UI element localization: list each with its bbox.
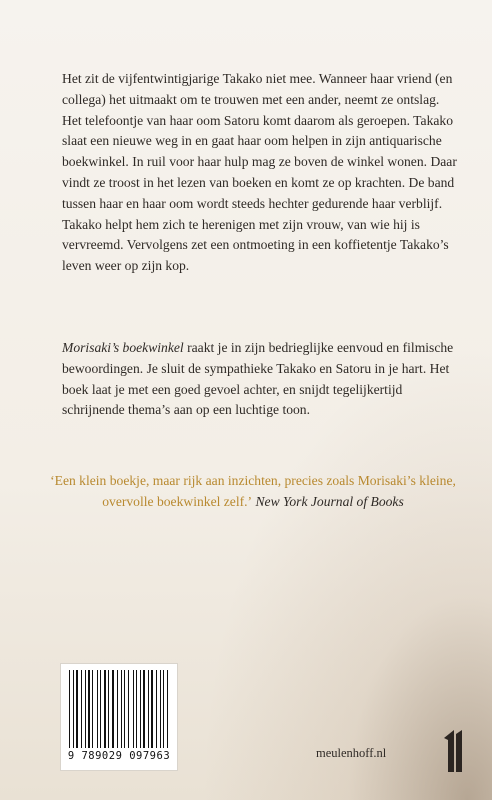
review-quote — [48, 471, 458, 513]
publisher-url: meulenhoff.nl — [316, 746, 387, 760]
barcode-bar — [108, 670, 109, 748]
barcode-bar — [142, 670, 143, 748]
barcode-bar — [115, 670, 116, 748]
barcode-bar — [71, 670, 72, 748]
barcode-bar — [75, 670, 76, 748]
barcode-bar — [148, 670, 149, 748]
blurb-paragraph-2 — [62, 338, 458, 421]
barcode-bar — [162, 670, 163, 748]
barcode-bar — [88, 670, 89, 748]
barcode-bar — [124, 670, 125, 748]
barcode-bar — [165, 670, 166, 748]
barcode-bar — [102, 670, 103, 748]
barcode-bar — [83, 670, 84, 748]
barcode-bar — [94, 670, 96, 748]
barcode-bar — [97, 670, 98, 748]
barcode-bar — [134, 670, 135, 748]
barcode-bar — [160, 670, 161, 748]
barcode-bar — [117, 670, 118, 748]
barcode-bar — [112, 670, 114, 748]
barcode-bar — [130, 670, 132, 748]
barcode-bar — [133, 670, 134, 748]
quote-source: New York Journal of Books — [252, 493, 404, 509]
barcode-bar — [151, 670, 153, 748]
barcode-bar — [99, 670, 100, 748]
barcode-bar — [126, 670, 127, 748]
barcode-bar — [167, 670, 168, 748]
barcode-bar — [140, 670, 141, 748]
barcode-bar — [73, 670, 74, 748]
blurb-text-2: raakt je in zijn bedrieglijke eenvoud en filmische bewoordingen. Je sluit de sympathieke Takako en Satoru in je hart. Het boek laat je met een goed gevoel achter, en snijdt tegelijkertijd schrijnende thema’s aan op een luchtige toon. — [62, 340, 454, 418]
barcode-bar — [158, 670, 159, 748]
barcode-bar — [146, 670, 147, 748]
barcode-bar — [136, 670, 137, 748]
blurb-text-1: Het zit de vijfentwintigjarige Takako niet mee. Wanneer haar vriend (en collega) het uitmaakt om te trouwen met een ander, neemt ze ontslag. Het telefoontje van haar oom Satoru komt daarom als geroepen. Takako slaat een nieuwe weg in en gaat haar oom helpen in zijn antiquarische boekwinkel. In ruil voor haar hulp mag ze boven de winkel wonen. Daar vindt ze troost in het lezen van boeken en komt ze op krachten. De band tussen haar en haar oom wordt steeds hechter gedurende haar verblijf. Takako helpt hem zich te herenigen met zijn vrouw, van wie hij is vervreemd. Vervolgens zet een ontmoeting in een koffietentje Takako’s leven weer op zijn kop. — [62, 71, 457, 274]
barcode-bar — [121, 670, 122, 748]
barcode-bar — [81, 670, 82, 748]
barcode-bar — [85, 670, 86, 748]
barcode-bar — [76, 670, 78, 748]
barcode-bar — [119, 670, 120, 748]
barcode-bar — [87, 670, 88, 748]
barcode — [60, 663, 178, 771]
barcode-bar — [128, 670, 129, 748]
barcode-bar — [107, 670, 108, 748]
barcode-bar — [100, 670, 101, 748]
barcode-bar — [156, 670, 157, 748]
barcode-bar — [79, 670, 80, 748]
barcode-bar — [163, 670, 164, 748]
barcode-bar — [92, 670, 93, 748]
blurb-paragraph-1 — [62, 69, 458, 277]
publisher-logo-icon — [440, 724, 466, 776]
quote-text: ‘Een klein boekje, maar rijk aan inzichten, precies zoals Morisaki’s kleine, overvolle boekwinkel zelf.’ — [50, 473, 456, 509]
barcode-bar — [138, 670, 139, 748]
book-title-inline: Morisaki’s boekwinkel — [62, 340, 184, 355]
barcode-bar — [110, 670, 111, 748]
barcode-bar — [154, 670, 155, 748]
barcode-bar — [69, 670, 70, 748]
barcode-bar — [104, 670, 105, 748]
isbn-number: 9 789029 097963 — [67, 750, 171, 762]
barcode-bar — [150, 670, 151, 748]
barcode-bar — [143, 670, 144, 748]
barcode-bar — [122, 670, 123, 748]
barcode-bar — [91, 670, 92, 748]
barcode-bars — [69, 670, 169, 748]
